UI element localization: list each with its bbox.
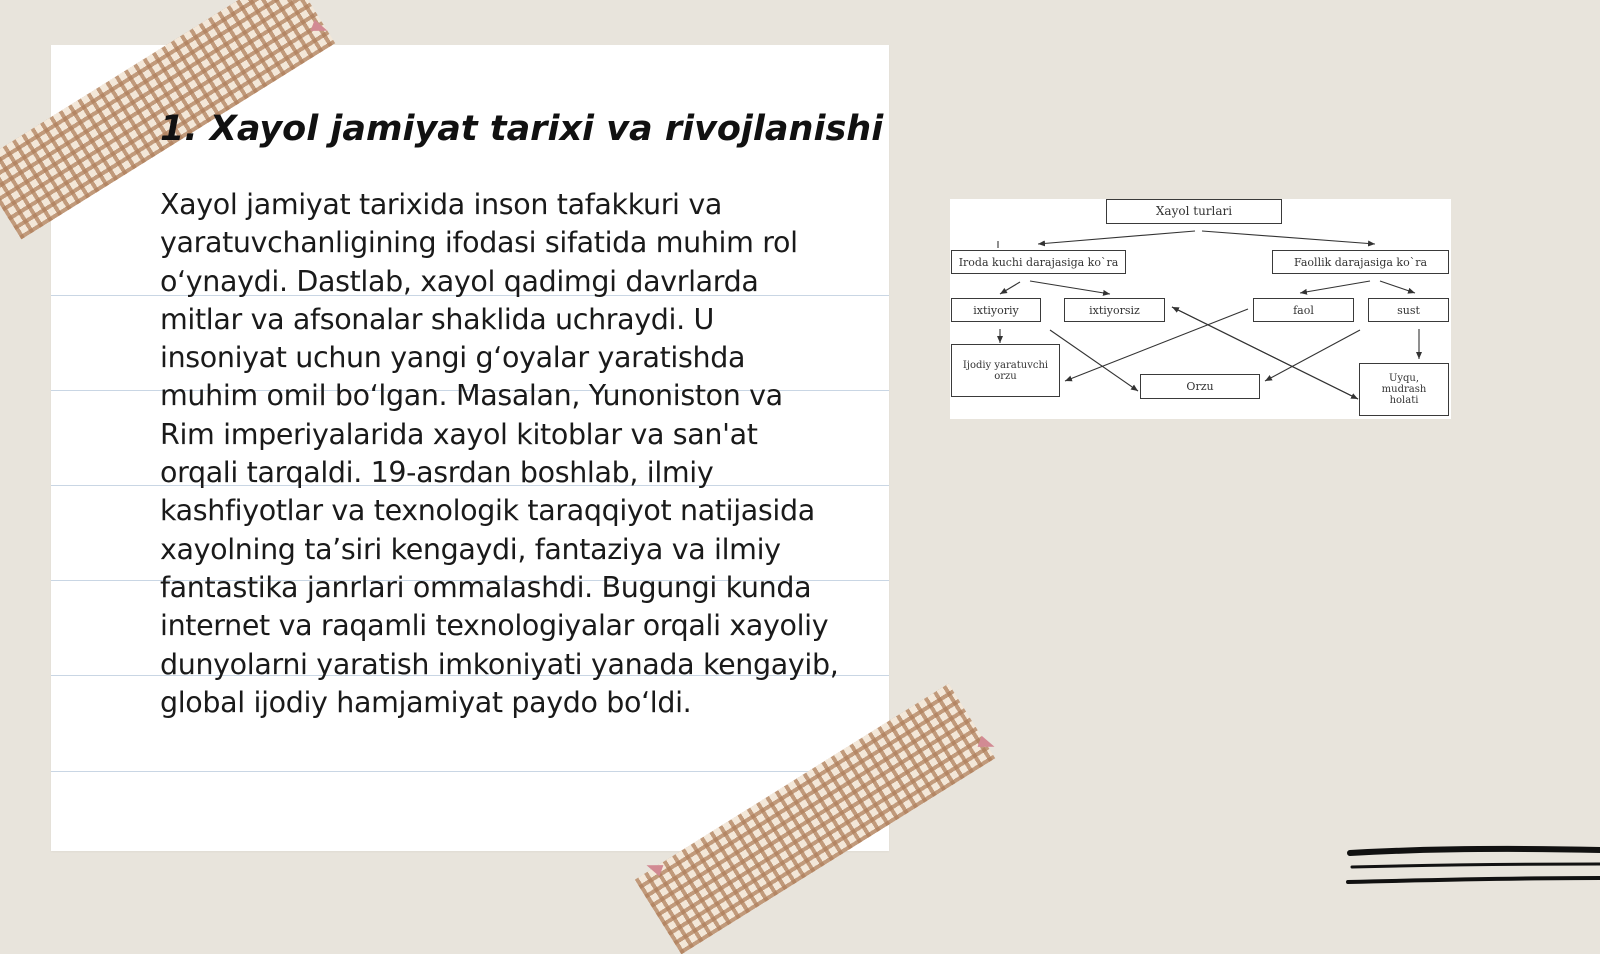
diagram-node-left-branch: Iroda kuchi darajasiga ko`ra — [951, 250, 1126, 274]
slide-body-text: Xayol jamiyat tarixida inson tafakkuri va yaratuvchanligining ifodasi sifatida muhim rol oʻynaydi. Dastlab, xayol qadimgi davrlarda mitlar va afsonalar shaklida uchraydi. U insoniyat uchun yangi gʻoyalar yaratishda muhim omil boʻlgan. Masalan, Yunoniston va Rim imperiyalarida xayol kitoblar va san'at orqali tarqaldi. 19-asrdan boshlab, ilmiy kashfiyotlar va texnologik taraqqiyot natijasida xayolning taʼsiri kengaydi, fantaziya va ilmiy fantastika janrlari ommalashdi. Bugungi kunda internet va raqamli texnologiyalar orqali xayoliy dunyolarni yaratish imkoniyati yanada kengayib, global ijodiy hamjamiyat paydo boʻldi. — [160, 188, 839, 719]
brush-strokes-decoration — [1340, 840, 1600, 890]
arrow-left-to-ixtiyoriy — [1000, 282, 1020, 294]
arrow-sust-to-orzu — [1265, 330, 1360, 381]
diagram-node-orzu: Orzu — [1140, 374, 1260, 399]
diagram-node-ixtiyoriy: ixtiyoriy — [951, 298, 1041, 322]
diagram-node-ixtiyorsiz: ixtiyorsiz — [1064, 298, 1165, 322]
diagram-node-faol: faol — [1253, 298, 1354, 322]
diagram-node-uyqu: Uyqu, mudrash holati — [1359, 363, 1449, 416]
diagram-node-sust: sust — [1368, 298, 1449, 322]
arrow-left-to-ixtiyorsiz — [1030, 281, 1110, 294]
arrow-root-right — [1202, 231, 1375, 244]
paper-rule-line — [51, 771, 889, 772]
arrow-right-to-faol — [1300, 281, 1370, 293]
xayol-types-diagram — [950, 199, 1451, 419]
slide-title: 1. Xayol jamiyat tarixi va rivojlanishi — [160, 109, 884, 149]
diagram-node-ijodiy: Ijodiy yaratuvchi orzu — [951, 344, 1060, 397]
arrow-ixtiyoriy-to-orzu — [1050, 330, 1138, 391]
diagram-node-right-branch: Faollik darajasiga ko`ra — [1272, 250, 1449, 274]
arrow-right-to-sust — [1380, 281, 1415, 293]
diagram-node-root: Xayol turlari — [1106, 199, 1282, 224]
arrow-root-left — [1038, 231, 1195, 244]
